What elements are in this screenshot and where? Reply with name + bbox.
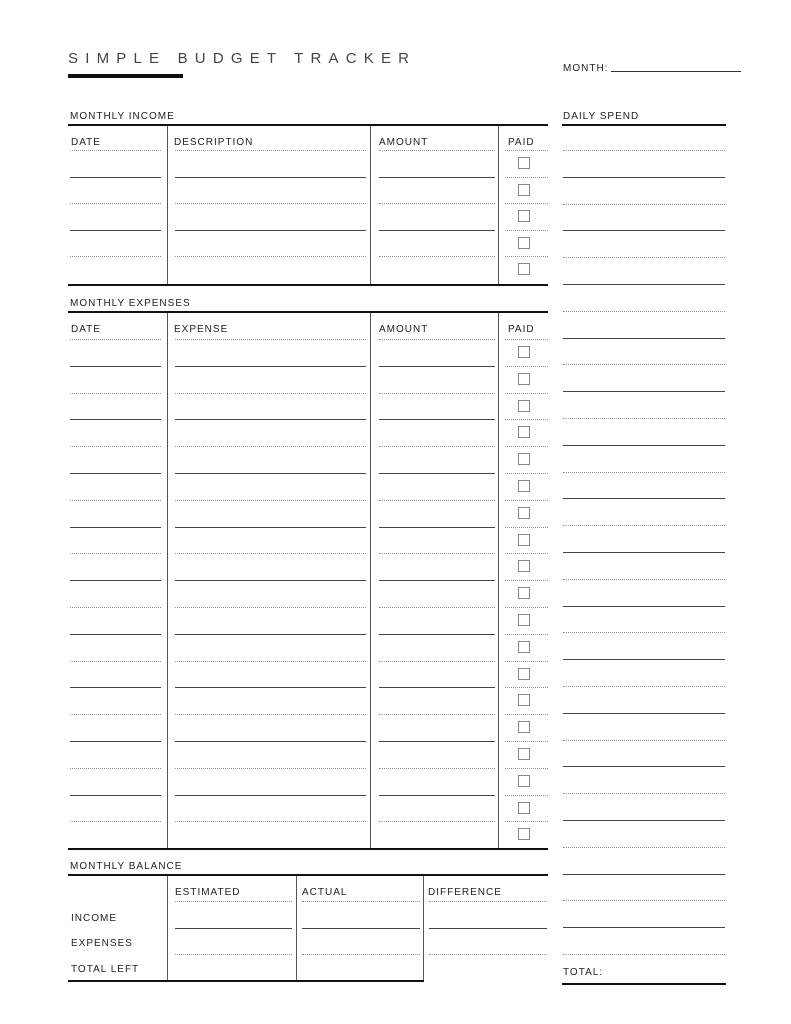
expense-row-field[interactable]: [379, 768, 495, 769]
expense-paid-checkbox[interactable]: [518, 828, 530, 840]
income-row-field[interactable]: [379, 230, 495, 231]
expense-row-field[interactable]: [379, 661, 495, 662]
expense-paid-checkbox[interactable]: [518, 802, 530, 814]
daily-spend-field[interactable]: [563, 793, 725, 794]
daily-spend-field[interactable]: [563, 150, 725, 151]
expense-row-field[interactable]: [379, 500, 495, 501]
expense-row-field[interactable]: [175, 500, 366, 501]
expense-row-field[interactable]: [379, 580, 495, 581]
expense-row-field[interactable]: [70, 419, 161, 420]
daily-spend-field[interactable]: [563, 230, 725, 231]
daily-spend-field[interactable]: [563, 391, 725, 392]
expense-row-field[interactable]: [379, 446, 495, 447]
income-col-date: DATE: [71, 137, 101, 148]
daily-spend-field[interactable]: [563, 659, 725, 660]
difference-income-field[interactable]: [429, 928, 547, 929]
expense-row-field[interactable]: [175, 393, 366, 394]
expense-paid-checkbox[interactable]: [518, 694, 530, 706]
income-paid-checkbox[interactable]: [518, 157, 530, 169]
expenses-col-paid: PAID: [508, 324, 535, 335]
balance-divider: [296, 876, 297, 981]
income-row-field: [505, 177, 548, 178]
income-row-field[interactable]: [379, 256, 495, 257]
daily-spend-field[interactable]: [563, 257, 725, 258]
expense-row-field[interactable]: [70, 500, 161, 501]
expense-row-field[interactable]: [175, 446, 366, 447]
expense-paid-checkbox[interactable]: [518, 721, 530, 733]
income-section-title: MONTHLY INCOME: [70, 111, 175, 122]
expense-row-field[interactable]: [175, 795, 366, 796]
daily-spend-field[interactable]: [563, 820, 725, 821]
balance-header-dots: [175, 901, 292, 902]
expense-row-field[interactable]: [70, 473, 161, 474]
expense-paid-checkbox[interactable]: [518, 775, 530, 787]
expense-row-field: [505, 527, 548, 528]
balance-row-expenses: EXPENSES: [71, 938, 133, 949]
income-header-dots: [379, 150, 495, 151]
expense-row-field[interactable]: [175, 768, 366, 769]
expense-paid-checkbox[interactable]: [518, 614, 530, 626]
expense-row-field[interactable]: [175, 419, 366, 420]
expense-row-field[interactable]: [70, 768, 161, 769]
expense-row-field[interactable]: [70, 527, 161, 528]
expense-row-field: [505, 687, 548, 688]
income-row-field[interactable]: [70, 177, 161, 178]
expenses-bottom-rule: [68, 848, 548, 850]
balance-divider: [423, 876, 424, 981]
expense-row-field[interactable]: [175, 473, 366, 474]
balance-header-dots: [302, 901, 420, 902]
expense-header-dots: [70, 339, 161, 340]
expense-row-field[interactable]: [379, 419, 495, 420]
expense-header-dots: [175, 339, 366, 340]
expense-row-field: [505, 795, 548, 796]
expense-row-field[interactable]: [175, 687, 366, 688]
expense-row-field[interactable]: [175, 741, 366, 742]
expenses-col-date: DATE: [71, 324, 101, 335]
balance-divider: [167, 876, 168, 981]
difference-expenses-field[interactable]: [429, 954, 547, 955]
expenses-divider: [498, 313, 499, 848]
expense-row-field[interactable]: [70, 661, 161, 662]
expense-row-field[interactable]: [175, 553, 366, 554]
expense-row-field: [505, 393, 548, 394]
balance-col-difference: DIFFERENCE: [428, 887, 502, 898]
expense-paid-checkbox[interactable]: [518, 560, 530, 572]
income-row-field[interactable]: [175, 230, 366, 231]
expense-row-field[interactable]: [379, 687, 495, 688]
income-divider: [370, 126, 371, 284]
daily-spend-field[interactable]: [563, 284, 725, 285]
expenses-divider: [167, 313, 168, 848]
month-label: MONTH:: [563, 63, 609, 74]
title-underline: [68, 74, 183, 78]
income-divider: [167, 126, 168, 284]
expense-row-field[interactable]: [70, 393, 161, 394]
daily-spend-field[interactable]: [563, 954, 725, 955]
expenses-top-rule: [68, 311, 548, 313]
income-bottom-rule: [68, 284, 548, 286]
daily-spend-field[interactable]: [563, 204, 725, 205]
expense-row-field[interactable]: [70, 714, 161, 715]
balance-row-total-left: TOTAL LEFT: [71, 964, 140, 975]
income-row-field[interactable]: [379, 203, 495, 204]
income-row-field: [505, 203, 548, 204]
expense-row-field[interactable]: [379, 553, 495, 554]
expense-row-field[interactable]: [379, 634, 495, 635]
daily-spend-field[interactable]: [563, 472, 725, 473]
income-paid-checkbox[interactable]: [518, 184, 530, 196]
expense-paid-checkbox[interactable]: [518, 400, 530, 412]
daily-spend-field[interactable]: [563, 579, 725, 580]
expense-row-field[interactable]: [70, 446, 161, 447]
daily-spend-field[interactable]: [563, 311, 725, 312]
income-row-field[interactable]: [70, 256, 161, 257]
income-paid-checkbox[interactable]: [518, 263, 530, 275]
expense-row-field[interactable]: [379, 714, 495, 715]
expense-row-field: [505, 741, 548, 742]
daily-spend-field[interactable]: [563, 418, 725, 419]
expense-row-field[interactable]: [70, 821, 161, 822]
income-row-field[interactable]: [175, 203, 366, 204]
expense-row-field[interactable]: [175, 607, 366, 608]
expense-row-field: [505, 446, 548, 447]
expense-row-field[interactable]: [70, 634, 161, 635]
daily-spend-field[interactable]: [563, 686, 725, 687]
estimated-income-field[interactable]: [175, 928, 292, 929]
expense-row-field[interactable]: [175, 821, 366, 822]
daily-spend-field[interactable]: [563, 740, 725, 741]
expense-row-field[interactable]: [175, 634, 366, 635]
balance-top-rule: [68, 874, 548, 876]
daily-bottom-rule: [562, 983, 726, 985]
expense-row-field: [505, 500, 548, 501]
income-header-dots: [505, 150, 548, 151]
expense-row-field: [505, 821, 548, 822]
expense-row-field[interactable]: [175, 366, 366, 367]
income-row-field[interactable]: [70, 230, 161, 231]
expense-header-dots: [505, 339, 548, 340]
income-header-dots: [70, 150, 161, 151]
expenses-section-title: MONTHLY EXPENSES: [70, 298, 191, 309]
expense-row-field[interactable]: [70, 580, 161, 581]
income-paid-checkbox[interactable]: [518, 210, 530, 222]
income-header-dots: [175, 150, 366, 151]
page-title: SIMPLE BUDGET TRACKER: [68, 50, 417, 67]
expenses-col-expense: EXPENSE: [174, 324, 229, 335]
income-divider: [498, 126, 499, 284]
expense-row-field: [505, 580, 548, 581]
daily-spend-field[interactable]: [563, 498, 725, 499]
income-row-field: [505, 256, 548, 257]
expense-row-field[interactable]: [379, 795, 495, 796]
expense-paid-checkbox[interactable]: [518, 587, 530, 599]
balance-bottom-rule: [68, 980, 424, 982]
daily-spend-field[interactable]: [563, 927, 725, 928]
month-field[interactable]: [611, 71, 741, 72]
income-row-field[interactable]: [70, 203, 161, 204]
expense-row-field: [505, 634, 548, 635]
daily-section-title: DAILY SPEND: [563, 111, 640, 122]
expense-row-field[interactable]: [379, 821, 495, 822]
actual-expenses-field[interactable]: [302, 954, 420, 955]
expense-paid-checkbox[interactable]: [518, 373, 530, 385]
income-col-paid: PAID: [508, 137, 535, 148]
expenses-divider: [370, 313, 371, 848]
expense-row-field: [505, 473, 548, 474]
expense-paid-checkbox[interactable]: [518, 534, 530, 546]
expense-row-field: [505, 419, 548, 420]
balance-section-title: MONTHLY BALANCE: [70, 861, 183, 872]
income-top-rule: [68, 124, 548, 126]
income-row-field: [505, 230, 548, 231]
expense-row-field[interactable]: [175, 714, 366, 715]
expense-row-field[interactable]: [175, 661, 366, 662]
expense-paid-checkbox[interactable]: [518, 346, 530, 358]
expense-row-field[interactable]: [379, 527, 495, 528]
expense-header-dots: [379, 339, 495, 340]
expense-row-field: [505, 768, 548, 769]
expense-paid-checkbox[interactable]: [518, 480, 530, 492]
income-paid-checkbox[interactable]: [518, 237, 530, 249]
daily-spend-field[interactable]: [563, 766, 725, 767]
balance-row-income: INCOME: [71, 913, 117, 924]
expense-row-field[interactable]: [70, 687, 161, 688]
daily-spend-field[interactable]: [563, 364, 725, 365]
balance-header-dots: [429, 901, 547, 902]
expense-paid-checkbox[interactable]: [518, 453, 530, 465]
expense-row-field[interactable]: [379, 366, 495, 367]
daily-spend-field[interactable]: [563, 525, 725, 526]
expense-row-field: [505, 607, 548, 608]
income-col-description: DESCRIPTION: [174, 137, 254, 148]
daily-spend-field[interactable]: [563, 874, 725, 875]
daily-spend-field[interactable]: [563, 552, 725, 553]
daily-spend-field[interactable]: [563, 606, 725, 607]
expense-paid-checkbox[interactable]: [518, 641, 530, 653]
daily-spend-field[interactable]: [563, 900, 725, 901]
expense-row-field[interactable]: [175, 580, 366, 581]
balance-col-actual: ACTUAL: [302, 887, 348, 898]
daily-top-rule: [562, 124, 726, 126]
daily-spend-field[interactable]: [563, 177, 725, 178]
expense-row-field[interactable]: [379, 741, 495, 742]
expense-row-field[interactable]: [70, 607, 161, 608]
actual-income-field[interactable]: [302, 928, 420, 929]
daily-spend-field[interactable]: [563, 632, 725, 633]
expense-row-field: [505, 553, 548, 554]
expense-row-field: [505, 661, 548, 662]
expense-row-field[interactable]: [379, 393, 495, 394]
income-row-field[interactable]: [175, 177, 366, 178]
expense-row-field[interactable]: [70, 795, 161, 796]
daily-spend-field[interactable]: [563, 713, 725, 714]
expense-paid-checkbox[interactable]: [518, 426, 530, 438]
expense-row-field: [505, 366, 548, 367]
expense-paid-checkbox[interactable]: [518, 748, 530, 760]
expense-row-field: [505, 714, 548, 715]
daily-total-label: TOTAL:: [563, 967, 604, 978]
estimated-expenses-field[interactable]: [175, 954, 292, 955]
daily-spend-field[interactable]: [563, 338, 725, 339]
income-row-field[interactable]: [379, 177, 495, 178]
expense-paid-checkbox[interactable]: [518, 507, 530, 519]
income-col-amount: AMOUNT: [379, 137, 429, 148]
daily-spend-field[interactable]: [563, 445, 725, 446]
income-row-field[interactable]: [175, 256, 366, 257]
expense-row-field[interactable]: [70, 366, 161, 367]
expense-paid-checkbox[interactable]: [518, 668, 530, 680]
expense-row-field[interactable]: [175, 527, 366, 528]
balance-col-estimated: ESTIMATED: [175, 887, 241, 898]
expense-row-field[interactable]: [379, 607, 495, 608]
expense-row-field[interactable]: [70, 553, 161, 554]
expenses-col-amount: AMOUNT: [379, 324, 429, 335]
daily-spend-field[interactable]: [563, 847, 725, 848]
expense-row-field[interactable]: [379, 473, 495, 474]
expense-row-field[interactable]: [70, 741, 161, 742]
